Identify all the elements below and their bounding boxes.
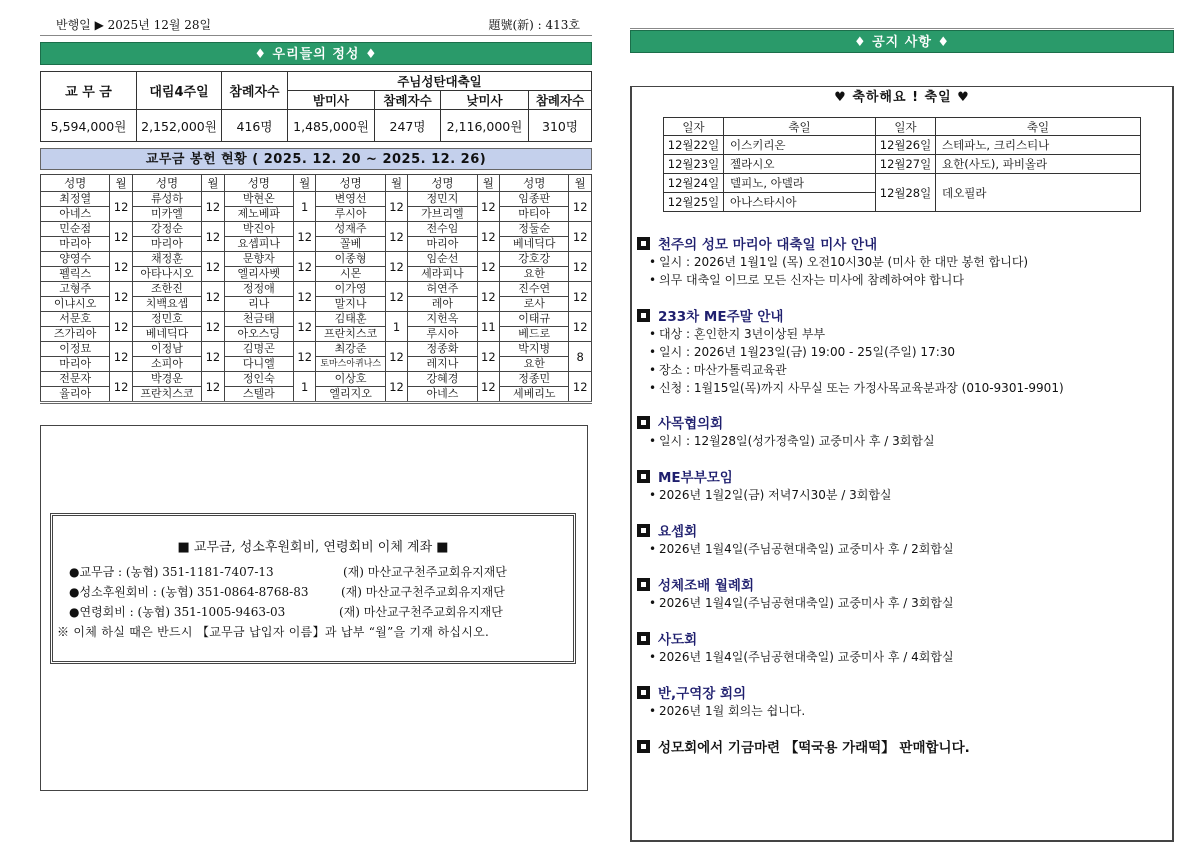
donor-month: 12: [385, 222, 407, 252]
donor-name: 최강준: [316, 342, 385, 357]
notices-panel: [630, 86, 1174, 842]
notice-item-text: 장소 : 마산가톨릭교육관: [659, 363, 787, 377]
donor-month: 12: [294, 222, 316, 252]
donor-name: 조한진: [132, 282, 201, 297]
donor-baptism-name: 마티아: [500, 207, 569, 222]
donor-baptism-name: 아네스: [408, 387, 477, 403]
col-attendees: 참례자수: [222, 72, 288, 110]
account-note: ※ 이체 하실 때은 반드시 【교무금 납입자 이름】과 납부 “월”을 기재 하십시오.: [57, 625, 490, 639]
value-day-attendees: 310명: [529, 110, 592, 142]
header-name: 성명: [408, 175, 477, 192]
donation-row-name: [41, 282, 592, 297]
donations-body: [41, 192, 592, 403]
donor-baptism-name: 마리아: [41, 357, 110, 372]
donor-baptism-name: 소피아: [132, 357, 201, 372]
donation-row-name: [41, 252, 592, 267]
bullet-icon: •: [649, 542, 657, 556]
header-name: 성명: [316, 175, 385, 192]
donor-baptism-name: 루시아: [316, 207, 385, 222]
donor-name: 박지병: [500, 342, 569, 357]
right-page: [630, 28, 1174, 842]
notice-item-text: 일시 : 2026년 1월1일 (목) 오전10시30분 (미사 한 대만 봉헌 합니다): [659, 255, 1029, 269]
donation-row-name: [41, 372, 592, 387]
notice-heading-text: ME부부모임: [658, 470, 733, 486]
donation-row-name: [41, 192, 592, 207]
feast-date: 12월23일: [664, 155, 724, 174]
donor-name: 정종민: [500, 372, 569, 387]
notice-heading-text: 천주의 성모 마리아 대축일 미사 안내: [658, 237, 878, 253]
notice-heading-text: 성모회에서 기금마련 【떡국용 가래떡】 판매합니다.: [658, 740, 970, 756]
donor-baptism-name: 엘리지오: [316, 387, 385, 403]
bullet-icon: •: [649, 273, 657, 287]
donor-month: 12: [477, 372, 499, 403]
donor-baptism-name: 세베리노: [500, 387, 569, 403]
col-day-mass: 낮미사: [441, 91, 529, 110]
donor-name: 박진아: [224, 222, 293, 237]
header-month: 월: [294, 175, 316, 192]
donor-name: 변영선: [316, 192, 385, 207]
donor-month: 12: [202, 252, 224, 282]
header-month: 월: [385, 175, 407, 192]
donor-month: 12: [110, 222, 132, 252]
donor-baptism-name: 제노베파: [224, 207, 293, 222]
feast-date: 12월22일: [664, 136, 724, 155]
donor-month: 1: [294, 372, 316, 403]
donor-name: 진수연: [500, 282, 569, 297]
donor-name: 성재주: [316, 222, 385, 237]
notice-item-text: 의무 대축일 이므로 모든 신자는 미사에 참례하여야 합니다: [659, 273, 964, 287]
notices-border: [631, 86, 1173, 841]
feast-date: 12월25일: [664, 193, 724, 212]
feast-date: 12월26일: [876, 136, 936, 155]
donor-baptism-name: 리나: [224, 297, 293, 312]
bullet-icon: •: [649, 704, 657, 718]
col-night-mass: 밤미사: [288, 91, 375, 110]
feast-date: 12월27일: [876, 155, 936, 174]
donor-name: 이정남: [132, 342, 201, 357]
donor-month: 12: [385, 192, 407, 222]
bullet-icon: •: [649, 434, 657, 448]
offering-title-bar: ♦ 우리들의 정성 ♦: [40, 42, 592, 65]
donor-month: 12: [569, 192, 592, 222]
donor-baptism-name: 다니엘: [224, 357, 293, 372]
donor-month: 12: [477, 282, 499, 312]
account-row-vocation: [53, 583, 573, 603]
col-night-attendees: 참례자수: [375, 91, 441, 110]
donor-baptism-name: 엘리사벳: [224, 267, 293, 282]
bullet-icon: •: [649, 381, 657, 395]
donor-name: 강호강: [500, 252, 569, 267]
donor-name: 문향자: [224, 252, 293, 267]
donor-name: 이정묘: [41, 342, 110, 357]
donor-month: 12: [569, 372, 592, 403]
square-bullet-icon: [637, 578, 650, 591]
notice-heading-text: 233차 ME주말 안내: [658, 309, 784, 325]
notice-heading-text: 사목협의회: [658, 416, 724, 432]
donor-name: 임순선: [408, 252, 477, 267]
donor-name: 정민지: [408, 192, 477, 207]
bullet-icon: •: [649, 255, 657, 269]
header-name: 성명: [41, 175, 110, 192]
donation-row-name: [41, 342, 592, 357]
col-budget: 교 무 금: [41, 72, 137, 110]
issue-line: [40, 10, 592, 36]
donor-name: 지헌옥: [408, 312, 477, 327]
value-day-mass: 2,116,000원: [441, 110, 529, 142]
donations-header-row: [41, 175, 592, 192]
account-info-box: [50, 513, 576, 664]
bullet-icon: •: [649, 488, 657, 502]
donor-name: 채정훈: [132, 252, 201, 267]
notice-item-text: 2026년 1월4일(주님공현대축일) 교중미사 후 / 2회합실: [659, 542, 954, 556]
donor-month: 12: [294, 342, 316, 372]
donor-baptism-name: 마리아: [408, 237, 477, 252]
donor-name: 임종판: [500, 192, 569, 207]
donor-baptism-name: 프란치스코: [316, 327, 385, 342]
donor-name: 정인숙: [224, 372, 293, 387]
notice-item-text: 신청 : 1월15일(목)까지 사무실 또는 가정사목교육분과장 (010-9301-9901): [659, 381, 1064, 395]
square-bullet-icon: [637, 524, 650, 537]
donor-baptism-name: 미카엘: [132, 207, 201, 222]
donor-baptism-name: 루시아: [408, 327, 477, 342]
donor-month: 12: [110, 252, 132, 282]
donor-baptism-name: 세라피나: [408, 267, 477, 282]
notice-item-text: 2026년 1월 회의는 쉽니다.: [659, 704, 806, 718]
donor-name: 민순점: [41, 222, 110, 237]
feast-date: 12월28일: [876, 174, 936, 212]
notice-item-text: 일시 : 12월28일(성가정축일) 교중미사 후 / 3회합실: [659, 434, 935, 448]
donor-month: 11: [477, 312, 499, 342]
donor-name: 이상호: [316, 372, 385, 387]
donation-row-name: [41, 222, 592, 237]
donor-name: 김태훈: [316, 312, 385, 327]
donor-name: 서문호: [41, 312, 110, 327]
account-owner: (재) 마산교구천주교회유지재단: [341, 585, 505, 599]
publish-date: 반행일 ▶ 2025년 12월 28일: [56, 18, 212, 32]
donor-baptism-name: 마리아: [132, 237, 201, 252]
donor-name: 고형주: [41, 282, 110, 297]
header-month: 월: [477, 175, 499, 192]
donor-name: 박경운: [132, 372, 201, 387]
donation-row-name: [41, 312, 592, 327]
donor-month: 12: [385, 372, 407, 403]
donor-month: 12: [385, 342, 407, 372]
donor-month: 12: [202, 222, 224, 252]
bullet-icon: •: [649, 650, 657, 664]
donor-baptism-name: 요한: [500, 357, 569, 372]
donor-month: 12: [569, 222, 592, 252]
feast-saint: 데오필라: [936, 174, 1141, 212]
account-row-funeral: [53, 603, 573, 623]
value-attendees: 416명: [222, 110, 288, 142]
donor-month: 12: [477, 222, 499, 252]
account-title: ■ 교무금, 성소후원회비, 연령회비 이체 계좌 ■: [177, 540, 449, 555]
donor-month: 12: [569, 252, 592, 282]
notice-item-text: 일시 : 2026년 1월23일(금) 19:00 - 25일(주일) 17:30: [659, 345, 956, 359]
donor-baptism-name: 꼴베: [316, 237, 385, 252]
left-page: [40, 10, 592, 404]
donor-month: 8: [569, 342, 592, 372]
value-night-attendees: 247명: [375, 110, 441, 142]
donor-month: 12: [110, 192, 132, 222]
donor-name: 강정순: [132, 222, 201, 237]
donor-name: 전문자: [41, 372, 110, 387]
notice-heading-text: 요셉회: [658, 524, 698, 540]
donor-month: 12: [110, 372, 132, 403]
feast-header-saint: 축일: [936, 118, 1141, 136]
account-row-budget: [53, 563, 573, 583]
donor-baptism-name: 이냐시오: [41, 297, 110, 312]
donor-name: 전수임: [408, 222, 477, 237]
header-month: 월: [202, 175, 224, 192]
donor-baptism-name: 스텔라: [224, 387, 293, 403]
notice-item-text: 2026년 1월4일(주님공현대축일) 교중미사 후 / 4회합실: [659, 650, 954, 664]
donor-month: 12: [294, 252, 316, 282]
donor-baptism-name: 베드로: [500, 327, 569, 342]
col-day-attendees: 참례자수: [529, 91, 592, 110]
donor-month: 12: [202, 312, 224, 342]
donor-baptism-name: 베네딕다: [500, 237, 569, 252]
notice-item-text: 2026년 1월4일(주님공현대축일) 교중미사 후 / 3회합실: [659, 596, 954, 610]
header-name: 성명: [224, 175, 293, 192]
donations-table: [40, 174, 592, 404]
donor-month: 12: [202, 342, 224, 372]
feast-date: 12월24일: [664, 174, 724, 193]
donor-name: 김명곤: [224, 342, 293, 357]
square-bullet-icon: [637, 237, 650, 250]
header-month: 월: [110, 175, 132, 192]
donor-baptism-name: 레지나: [408, 357, 477, 372]
donor-name: 허연주: [408, 282, 477, 297]
notice-item-text: 대상 : 혼인한지 3년이상된 부부: [659, 327, 826, 341]
donor-name: 이태규: [500, 312, 569, 327]
col-advent4: 대림4주일: [137, 72, 222, 110]
notice-item-text: 2026년 1월2일(금) 저녁7시30분 / 3회합실: [659, 488, 892, 502]
donor-month: 12: [477, 192, 499, 222]
header-name: 성명: [132, 175, 201, 192]
feast-saint: 델피노, 아델라: [724, 174, 876, 193]
donor-name: 강혜경: [408, 372, 477, 387]
donor-month: 12: [110, 342, 132, 372]
donor-month: 12: [477, 252, 499, 282]
account-panel: [40, 425, 588, 791]
donor-month: 12: [110, 282, 132, 312]
donor-name: 정둘순: [500, 222, 569, 237]
notice-heading-text: 반,구역장 회의: [658, 686, 747, 702]
donor-baptism-name: 가브리엘: [408, 207, 477, 222]
donations-title-bar: 교무금 봉헌 현황 ( 2025. 12. 20 ~ 2025. 12. 26): [40, 148, 592, 170]
notices-title-bar: ♦ 공지 사항 ♦: [630, 30, 1174, 53]
account-owner: (재) 마산교구천주교회유지재단: [343, 565, 507, 579]
donor-baptism-name: 아오스딩: [224, 327, 293, 342]
donor-name: 최정열: [41, 192, 110, 207]
donor-month: 12: [202, 282, 224, 312]
donor-baptism-name: 펠릭스: [41, 267, 110, 282]
donor-name: 천금태: [224, 312, 293, 327]
donor-month: 12: [202, 192, 224, 222]
account-label: ●교무금 : (농협) 351-1181-7407-13: [69, 565, 274, 579]
square-bullet-icon: [637, 470, 650, 483]
feast-saint: 아나스타시아: [724, 193, 876, 212]
donor-name: 정정애: [224, 282, 293, 297]
header-month: 월: [569, 175, 592, 192]
feast-saint: 이스키리온: [724, 136, 876, 155]
donor-month: 12: [477, 342, 499, 372]
col-christmas-group: 주님성탄대축일: [288, 72, 592, 91]
account-label: ●연령회비 : (농협) 351-1005-9463-03: [69, 605, 286, 619]
feast-saint: 요한(사도), 파비올라: [936, 155, 1141, 174]
donor-baptism-name: 시몬: [316, 267, 385, 282]
donor-month: 12: [202, 372, 224, 403]
donor-month: 12: [294, 282, 316, 312]
donor-month: 12: [294, 312, 316, 342]
donor-name: 류성하: [132, 192, 201, 207]
feast-header-saint: 축일: [724, 118, 876, 136]
bullet-icon: •: [649, 363, 657, 377]
donor-month: 1: [385, 312, 407, 342]
donor-baptism-name: 요셉피나: [224, 237, 293, 252]
donor-name: 양영수: [41, 252, 110, 267]
square-bullet-icon: [637, 416, 650, 429]
offering-summary-table: [40, 71, 592, 142]
donor-month: 12: [569, 312, 592, 342]
donor-name: 정민호: [132, 312, 201, 327]
donor-month: 12: [385, 252, 407, 282]
bullet-icon: •: [649, 596, 657, 610]
header-name: 성명: [500, 175, 569, 192]
donor-baptism-name: 마리아: [41, 237, 110, 252]
feast-saint: 스테파노, 크리스티나: [936, 136, 1141, 155]
value-budget: 5,594,000원: [41, 110, 137, 142]
account-label: ●성소후원회비 : (농협) 351-0864-8768-83: [69, 585, 309, 599]
issue-number: 題號(新) : 413호: [488, 18, 580, 32]
donor-baptism-name: 말지나: [316, 297, 385, 312]
donor-baptism-name: 아타나시오: [132, 267, 201, 282]
donor-baptism-name: 토마스아퀴나스: [316, 357, 385, 372]
donor-month: 12: [385, 282, 407, 312]
donor-baptism-name: 치백요셉: [132, 297, 201, 312]
donor-month: 1: [294, 192, 316, 222]
donor-name: 이종형: [316, 252, 385, 267]
value-night-mass: 1,485,000원: [288, 110, 375, 142]
feast-saint: 젤라시오: [724, 155, 876, 174]
bullet-icon: •: [649, 327, 657, 341]
donor-baptism-name: 로사: [500, 297, 569, 312]
square-bullet-icon: [637, 632, 650, 645]
donor-baptism-name: 아네스: [41, 207, 110, 222]
donor-name: 박현온: [224, 192, 293, 207]
square-bullet-icon: [637, 740, 650, 753]
donor-month: 12: [569, 282, 592, 312]
feast-header-date: 일자: [664, 118, 724, 136]
bullet-icon: •: [649, 345, 657, 359]
donor-name: 정종화: [408, 342, 477, 357]
notice-heading-text: 성체조배 월례회: [658, 578, 754, 594]
square-bullet-icon: [637, 686, 650, 699]
donor-month: 12: [110, 312, 132, 342]
account-owner: (재) 마산교구천주교회유지재단: [339, 605, 503, 619]
donor-baptism-name: 요한: [500, 267, 569, 282]
donor-name: 이가영: [316, 282, 385, 297]
donor-baptism-name: 베네딕다: [132, 327, 201, 342]
feast-title: ♥ 축하해요 ! 축일 ♥: [834, 90, 970, 105]
square-bullet-icon: [637, 309, 650, 322]
donor-baptism-name: 율리아: [41, 387, 110, 403]
donor-baptism-name: 즈가리아: [41, 327, 110, 342]
feast-header-date: 일자: [876, 118, 936, 136]
notice-heading-text: 사도회: [658, 632, 698, 648]
value-advent4: 2,152,000원: [137, 110, 222, 142]
donor-baptism-name: 레아: [408, 297, 477, 312]
donor-baptism-name: 프란치스코: [132, 387, 201, 403]
